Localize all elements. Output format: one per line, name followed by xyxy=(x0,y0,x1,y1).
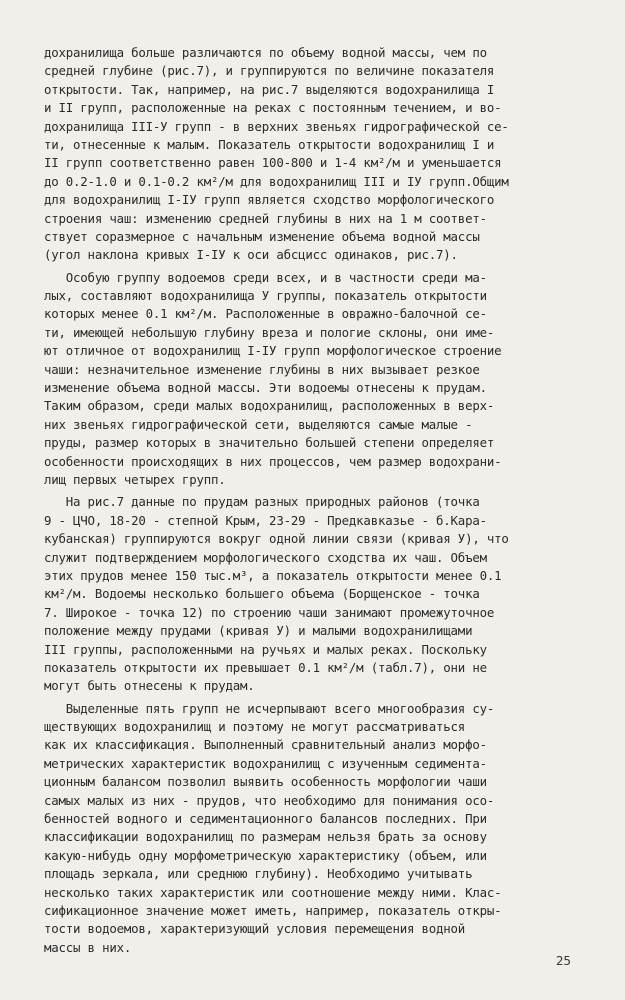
text-line: метрических характеристик водохранилищ с изученным седимента- xyxy=(44,755,487,771)
text-line: пруды, размер которых в значительно большей степени определяет xyxy=(44,435,495,451)
body-text xyxy=(44,44,590,957)
text-line: На рис.7 данные по прудам разных природных районов (точка xyxy=(44,494,480,510)
text-line: и II групп, расположенные на реках с постоянным течением, и во- xyxy=(44,100,502,116)
text-line: дохранилища больше различаются по объему водной массы, чем по xyxy=(44,45,487,60)
text-line: бенностей водного и седиментационного балансов последних. При xyxy=(44,811,487,827)
text-line: какую-нибудь одну морфометрическую характеристику (объем, или xyxy=(44,847,487,863)
text-line: ти, отнесенные к малым. Показатель открытости водохранилищ I и xyxy=(44,136,495,152)
text-line: как их классификация. Выполненный сравнительный анализ морфо- xyxy=(44,737,487,753)
text-line: Выделенные пять групп не исчерпывают всего многообразия су- xyxy=(44,700,495,716)
text-line: этих прудов менее 150 тыс.м³, а показатель открытости менее 0.1 xyxy=(44,567,502,583)
text-line: строения чаш: изменению средней глубины в них на 1 м соответ- xyxy=(44,210,487,226)
text-line: массы в них. xyxy=(44,939,132,955)
text-line: Особую группу водоемов среди всех, и в частности среди ма- xyxy=(44,269,487,285)
text-line: ти, имеющей небольшую глубину вреза и пологие склоны, они име- xyxy=(44,324,495,340)
text-line: ствует соразмерное с начальным изменение объема водной массы xyxy=(44,228,480,244)
page-number: 25 xyxy=(555,953,571,968)
text-line: чаши: незначительное изменение глубины в них вызывает резкое xyxy=(44,361,480,377)
text-line: площадь зеркала, или среднюю глубину). Необходимо учитывать xyxy=(44,866,473,882)
text-line: лищ первых четырех групп. xyxy=(44,471,226,487)
text-line: ществующих водохранилищ и поэтому не могут рассматриваться xyxy=(44,719,466,735)
text-line: лых, составляют водохранилища У группы, показатель открытости xyxy=(44,288,487,304)
text-line: тости водоемов, характеризующий условия перемещения водной xyxy=(44,921,466,937)
paragraph xyxy=(44,269,590,490)
text-line: несколько таких характеристик или соотношение между ними. Клас- xyxy=(44,884,502,900)
text-line: открытости. Так, например, на рис.7 выделяются водохранилища I xyxy=(44,81,495,97)
text-line: 7. Широкое - точка 12) по строению чаши занимают промежуточное xyxy=(44,604,495,620)
text-line: классификации водохранилищ по размерам нельзя брать за основу xyxy=(44,829,487,845)
text-line: особенности происходящих в них процессов, чем размер водохрани- xyxy=(44,453,502,469)
text-line: км²/м. Водоемы несколько большего объема (Борщенское - точка xyxy=(44,586,480,602)
text-line: средней глубине (рис.7), и группируются по величине показателя xyxy=(44,63,495,79)
text-line: положение между прудами (кривая У) и малыми водохранилищами xyxy=(44,623,473,639)
text-line: до 0.2-1.0 и 0.1-0.2 км²/м для водохранилищ III и IУ групп.Общим xyxy=(44,173,509,189)
text-line: Таким образом, среди малых водохранилищ, расположенных в верх- xyxy=(44,398,495,414)
text-line: могут быть отнесены к прудам. xyxy=(44,678,255,694)
text-line: них звеньях гидрографической сети, выделяются самые малые - xyxy=(44,416,473,432)
text-line: которых менее 0.1 км²/м. Расположенные в овражно-балочной се- xyxy=(44,306,487,322)
text-line: изменение объема водной массы. Эти водоемы отнесены к прудам. xyxy=(44,380,487,396)
text-line: кубанская) группируются вокруг одной линии связи (кривая У), что xyxy=(44,531,509,547)
text-line: II групп соответственно равен 100-800 и 1-4 км²/м и уменьшается xyxy=(44,155,502,171)
text-line: сификационное значение может иметь, например, показатель откры- xyxy=(44,902,502,918)
text-line: 9 - ЦЧО, 18-20 - степной Крым, 23-29 - Предкавказье - б.Кара- xyxy=(44,512,487,528)
paragraph xyxy=(44,44,590,265)
text-line: дохранилища III-У групп - в верхних звеньях гидрографической се- xyxy=(44,118,509,134)
text-line: самых малых из них - прудов, что необходимо для понимания осо- xyxy=(44,792,495,808)
text-line: служит подтверждением морфологического сходства их чаш. Объем xyxy=(44,549,487,565)
text-line: ционным балансом позволил выявить особенность морфологии чаши xyxy=(44,774,487,790)
paragraph xyxy=(44,493,590,695)
text-line: III группы, расположенными на ручьях и малых реках. Поскольку xyxy=(44,641,487,657)
text-line: для водохранилищ I-IУ групп является сходство морфологического xyxy=(44,192,495,208)
paragraph xyxy=(44,700,590,957)
text-line: (угол наклона кривых I-IУ к оси абсцисс одинаков, рис.7). xyxy=(44,247,458,263)
text-line: показатель открытости их превышает 0.1 км²/м (табл.7), они не xyxy=(44,659,487,675)
text-line: ют отличное от водохранилищ I-IУ групп морфологическое строение xyxy=(44,343,502,359)
